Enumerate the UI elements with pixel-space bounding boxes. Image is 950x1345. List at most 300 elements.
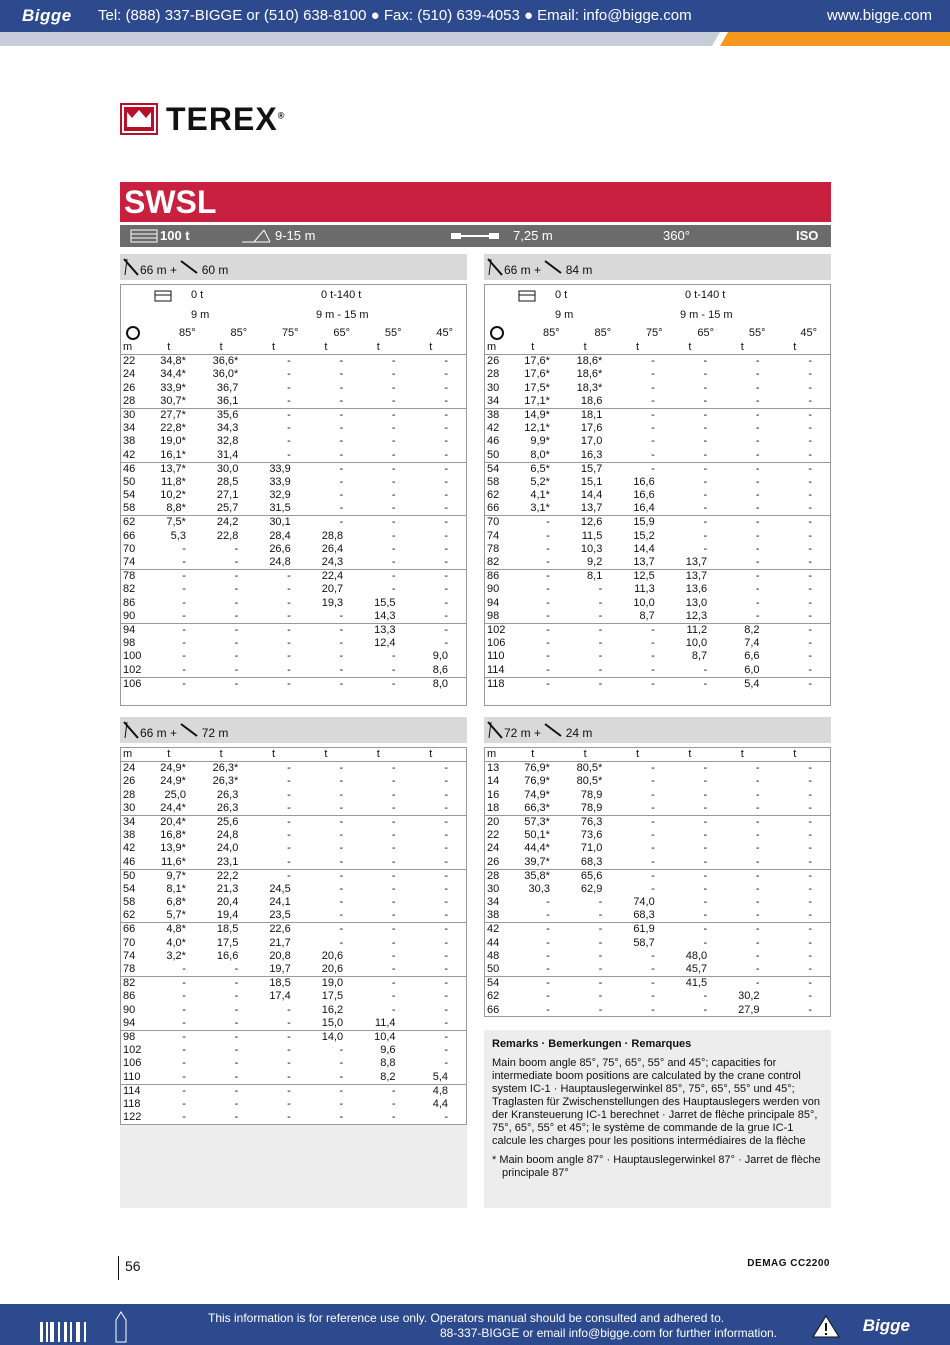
table-row [485,829,830,842]
table-row [485,435,830,448]
capacity-cell: - [703,801,708,814]
radius-cell: 38 [123,435,136,448]
radius-icon [240,228,274,244]
capacity-cell: - [703,828,708,841]
capacity-cell: t [219,341,223,353]
radius-cell: 18 [487,801,500,814]
capacity-cell: 15,9 [620,516,672,530]
capacity-cell: 9,6 [380,1044,396,1057]
capacity-cell: - [234,556,239,569]
table-row [485,775,830,788]
capacity-cell: - [755,489,760,502]
track-width-icon [450,230,500,242]
capacity-cell: - [651,435,655,448]
capacity-cell: - [182,963,186,976]
table-row [121,950,466,963]
radius-cell: 42 [123,448,136,461]
capacity-cell: - [444,502,448,515]
capacity-cell: - [755,448,760,461]
jib-icon [180,260,198,274]
capacity-cell: - [703,855,708,868]
radius-cell: 34 [123,421,136,434]
table-row [121,556,466,570]
capacity-cell: - [546,650,550,663]
capacity-cell: - [703,936,708,949]
table-row [121,775,466,788]
capacity-cell: 5,3 [170,529,186,542]
table-row [121,909,466,923]
capacity-cell: 16,2 [321,1003,344,1016]
radius-cell: 54 [485,977,516,991]
table-row [121,1098,466,1111]
capacity-cell: - [778,570,830,584]
capacity-cell: 11,2 [673,623,725,637]
capacity-cell: - [182,1016,186,1029]
capacity-cell: - [673,355,725,369]
capacity-cell: - [339,421,344,434]
capacity-cell: - [234,1057,239,1070]
model-name: DEMAG CC2200 [747,1258,830,1269]
capacity-cell: - [182,637,186,650]
radius-cell: 74 [487,529,500,542]
radius-cell: 26 [123,381,136,394]
capacity-cell: - [651,842,655,855]
table-row [485,516,830,530]
table-row [121,422,466,435]
capacity-cell: 13,0 [685,596,708,609]
angle: 85° [594,327,612,339]
capacity-cell: t [636,748,640,760]
capacity-cell: - [444,855,448,868]
capacity-cell: - [234,596,239,609]
table-row [121,815,466,829]
capacity-cell: 65,6 [568,869,620,883]
capacity-cell: - [204,570,256,584]
plus-sign: + [534,726,542,740]
capacity-cell: - [651,949,655,962]
capacity-cell: - [444,949,448,962]
capacity-cell: - [755,788,760,801]
radius-low: 9 m [555,309,574,321]
capacity-cell: - [152,977,204,991]
capacity-cell: 17,4 [269,990,291,1003]
radius-low: 9 m [191,309,210,321]
table-row [485,762,830,776]
capacity-cell: - [444,637,448,650]
capacity-cell: - [339,394,344,407]
capacity-cell: - [598,650,603,663]
capacity-cell: - [361,462,413,476]
capacity-cell: - [391,990,396,1003]
capacity-cell: - [287,596,291,609]
capacity-cell: t [429,341,433,353]
capacity-cell: 9,0 [432,650,448,663]
capacity-cell: - [444,529,448,542]
capacity-cell: - [414,923,466,937]
capacity-cell: 18,6* [568,355,620,369]
capacity-cell: t [583,748,587,760]
capacity-cell: - [673,762,725,776]
table-row [121,869,466,883]
capacity-cell: - [755,882,760,895]
capacity-cell: - [444,489,448,502]
radius-cell: 70 [123,542,136,555]
capacity-cell: - [651,788,655,801]
capacity-cell: 5,4 [725,677,777,691]
table-row [121,529,466,542]
capacity-cell: - [182,556,186,569]
capacity-cell: 6,0 [744,663,760,676]
capacity-cell: - [651,801,655,814]
table-row [485,408,830,422]
capacity-cell: - [808,775,812,788]
capacity-cell: - [808,855,812,868]
table-row [121,677,466,691]
bigge-logo[interactable]: Bigge [22,6,72,25]
radius-cell: 90 [123,1003,136,1016]
angle: 85° [179,327,196,339]
radius-cell: 62 [487,489,500,502]
capacity-cell: 45,7 [685,963,708,976]
radius-cell: 78 [487,542,500,555]
capacity-cell: - [391,936,396,949]
capacity-cell: - [703,421,708,434]
capacity-cell: - [287,435,291,448]
capacity-cell: - [703,882,708,895]
capacity-cell: - [444,435,448,448]
capacity-cell: - [444,909,448,922]
capacity-cell: - [309,762,361,776]
radius-cell: 86 [485,570,516,584]
boom-config-icon [486,720,504,740]
capacity-cell: - [414,516,466,530]
capacity-cell: - [256,677,308,691]
capacity-cell: - [598,896,603,909]
capacity-cell: 12,5 [620,570,672,584]
capacity-cell: - [703,909,708,922]
top-bar [0,0,950,32]
angle: 85° [543,327,560,339]
radius-cell: 30 [487,882,500,895]
capacity-cell: - [620,623,672,637]
remarks-footnote: * Main boom angle 87° · Hauptauslegerwinkel 87° · Jarret de flèche principale 87° [492,1154,821,1179]
table-row [121,936,466,949]
capacity-cell: - [673,869,725,883]
table-row [485,909,830,923]
load-chart-box-3 [120,717,467,1125]
capacity-cell: 62,9 [580,882,603,895]
capacity-cell: - [651,828,655,841]
capacity-cell: 16,4 [633,502,655,515]
radius-cell: m [487,748,497,760]
capacity-cell: - [339,909,344,922]
capacity-cell: - [808,529,812,542]
table-row [485,502,830,516]
capacity-cell: 17,0 [580,435,603,448]
capacity-cell: - [287,609,291,622]
capacity-cell: 13,7 [673,570,725,584]
capacity-cell: - [778,977,830,991]
capacity-cell: - [808,368,812,381]
capacity-cell: - [546,556,550,569]
capacity-cell: 24,1 [269,896,291,909]
capacity-cell: - [778,762,830,776]
capacity-cell: - [808,556,812,569]
capacity-cell: - [444,1057,448,1070]
radius-cell: 114 [121,1084,152,1098]
footer-bigge-logo[interactable]: Bigge [862,1316,910,1335]
capacity-cell: - [808,663,812,676]
capacity-cell: 41,5 [673,977,725,991]
capacity-cell: 68,3 [633,909,655,922]
capacity-cell: t [324,748,328,760]
capacity-cell: 30,1 [256,516,308,530]
capacity-cell: 30,0 [204,462,256,476]
radius-cell: 82 [121,977,152,991]
capacity-cell: - [703,489,708,502]
capacity-cell: 34,3 [216,421,239,434]
capacity-cell: - [703,775,708,788]
radius-cell: 102 [485,623,516,637]
capacity-cell: 34,4* [160,368,186,381]
capacity-cell: - [182,1057,186,1070]
pen-icon [114,1310,128,1344]
capacity-cell: 17,6 [580,421,603,434]
boom-config-icon [486,257,504,277]
capacity-cell: - [391,529,396,542]
capacity-cell: - [808,381,812,394]
capacity-cell: - [598,663,603,676]
capacity-cell: - [755,475,760,488]
radius-cell: 94 [487,596,500,609]
radius-cell: 30 [121,408,152,422]
capacity-cell: - [309,869,361,883]
capacity-cell: - [673,408,725,422]
capacity-cell: - [256,815,308,829]
capacity-cell: - [808,394,812,407]
table-row [121,597,466,610]
capacity-cell: 20,4* [152,815,204,829]
capacity-cell: - [204,1084,256,1098]
capacity-cell: - [703,394,708,407]
radius-cell: 50 [487,448,500,461]
capacity-cell: - [204,977,256,991]
capacity-cell: 28,4 [269,529,291,542]
table-row [485,842,830,855]
capacity-cell: 12,4 [374,637,396,650]
table-row [121,650,466,663]
title-band [120,182,831,222]
capacity-cell: - [808,963,812,976]
capacity-cell: 22,2 [204,869,256,883]
capacity-cell: - [673,462,725,476]
capacity-cell: - [391,475,396,488]
radius-cell: 98 [123,637,136,650]
top-stripe [0,32,950,46]
capacity-cell: - [152,1084,204,1098]
capacity-cell: t [688,341,692,353]
capacity-cell: 36,1 [216,394,239,407]
capacity-cell: 17,5 [216,936,239,949]
capacity-cell: t [429,748,433,760]
capacity-cell: t [583,341,587,353]
main-boom-length: 66 m [504,263,531,277]
capacity-cell: 5,2* [530,475,550,488]
capacity-cell: - [391,663,396,676]
capacity-cell: - [703,663,708,676]
capacity-cell: - [339,1111,344,1124]
capacity-cell: - [703,475,708,488]
radius-cell: 90 [487,583,500,596]
hook-icon [487,321,509,341]
capacity-cell: - [361,408,413,422]
capacity-cell: - [725,516,777,530]
capacity-cell: - [182,663,186,676]
capacity-cell: - [651,855,655,868]
capacity-table [485,341,830,691]
angle-row [179,327,467,339]
capacity-cell: 16,6 [216,949,239,962]
table-row [485,543,830,556]
website-link[interactable]: www.bigge.com [826,7,932,24]
capacity-cell: 8,0 [414,677,466,691]
radius-cell: 50 [123,475,136,488]
capacity-cell: 23,1 [216,855,239,868]
capacity-cell: - [755,828,760,841]
capacity-cell: - [287,663,291,676]
radius-cell: m [123,341,133,353]
table-row [485,462,830,476]
capacity-cell: - [182,1003,186,1016]
capacity-cell: 13,7* [152,462,204,476]
table-row [121,1044,466,1057]
capacity-cell: - [444,842,448,855]
capacity-cell: - [361,570,413,584]
radius-cell: 62 [487,990,500,1003]
capacity-cell: 19,0* [160,435,186,448]
capacity-cell: 8,8* [166,502,186,515]
capacity-cell: - [703,990,708,1003]
radius-cell: 54 [485,462,516,476]
capacity-cell: - [703,542,708,555]
capacity-cell: - [339,1044,344,1057]
capacity-cell: 15,0 [321,1016,344,1029]
capacity-cell: - [287,1070,291,1083]
capacity-cell: - [287,1057,291,1070]
capacity-cell: 3,2* [166,949,186,962]
capacity-cell: - [808,882,812,895]
radius-cell: 34 [121,815,152,829]
load-table [484,284,831,706]
capacity-cell: 44,4* [524,842,550,855]
capacity-cell: 19,3 [321,596,344,609]
radius-high: 9 m - 15 m [680,309,733,321]
capacity-cell: - [808,949,812,962]
capacity-cell: 14,4 [633,542,655,555]
capacity-cell: - [568,677,620,691]
capacity-cell: - [309,408,361,422]
barcode-icon [40,1318,100,1342]
table-row [485,637,830,650]
capacity-cell: 11,3 [634,583,655,596]
radius-cell: 38 [487,909,500,922]
table-row [121,762,466,776]
load-chart-box-4 [484,717,831,1017]
capacity-cell: - [620,815,672,829]
hook-icon [123,321,145,341]
capacity-cell: - [391,828,396,841]
capacity-cell: - [444,828,448,841]
radius-cell: 110 [123,1070,141,1083]
capacity-cell: - [651,882,655,895]
radius-cell: 24 [121,762,152,776]
capacity-cell: 10,0 [685,637,708,650]
capacity-cell: - [808,896,812,909]
capacity-cell: t [376,748,380,760]
capacity-cell: - [234,1111,239,1124]
radius-cell: 42 [123,842,136,855]
capacity-cell: - [339,896,344,909]
jib-length: 60 m [201,263,229,277]
radius-cell: 86 [123,596,136,609]
capacity-cell: - [391,963,396,976]
angle: 55° [384,327,402,339]
capacity-cell: 76,3 [568,815,620,829]
capacity-cell: 6,6 [744,650,760,663]
capacity-cell: 24,4* [160,801,186,814]
capacity-cell: - [309,815,361,829]
capacity-cell: - [391,489,396,502]
capacity-cell: - [234,609,239,622]
jib-icon [544,723,562,737]
capacity-cell: - [651,775,655,788]
capacity-cell: 8,1* [166,882,186,895]
capacity-cell: - [391,1003,396,1016]
table-row [121,977,466,991]
capacity-cell: t [531,341,535,353]
contact-line: Tel: (888) 337-BIGGE or (510) 638-8100 ● Fax: (510) 639-4053 ● Email: info@bigge.com [98,7,692,24]
capacity-cell: t [272,748,276,760]
capacity-cell: - [361,923,413,937]
capacity-cell: - [808,435,812,448]
capacity-cell: 18,3* [576,381,603,394]
capacity-cell: - [808,828,812,841]
capacity-cell: - [808,596,812,609]
radius-cell: 78 [121,570,152,584]
capacity-cell: 22,4 [309,570,361,584]
load-table [120,284,467,706]
capacity-cell: - [339,828,344,841]
capacity-cell: - [755,583,760,596]
table-row [121,788,466,801]
capacity-cell: 20,6 [321,963,344,976]
capacity-cell: 6,5* [516,462,568,476]
table-row [121,395,466,409]
capacity-cell: - [287,381,291,394]
table-row [121,623,466,637]
capacity-cell: - [391,882,396,895]
capacity-cell: 21,7 [269,936,291,949]
capacity-cell: - [391,1111,396,1124]
radius-cell: m [487,341,497,353]
table-row [121,923,466,937]
capacity-cell: - [598,909,603,922]
capacity-cell: 18,5 [204,923,256,937]
table-row [121,435,466,448]
capacity-cell: 80,5* [568,762,620,776]
capacity-cell: t [219,748,223,760]
capacity-cell: - [339,489,344,502]
